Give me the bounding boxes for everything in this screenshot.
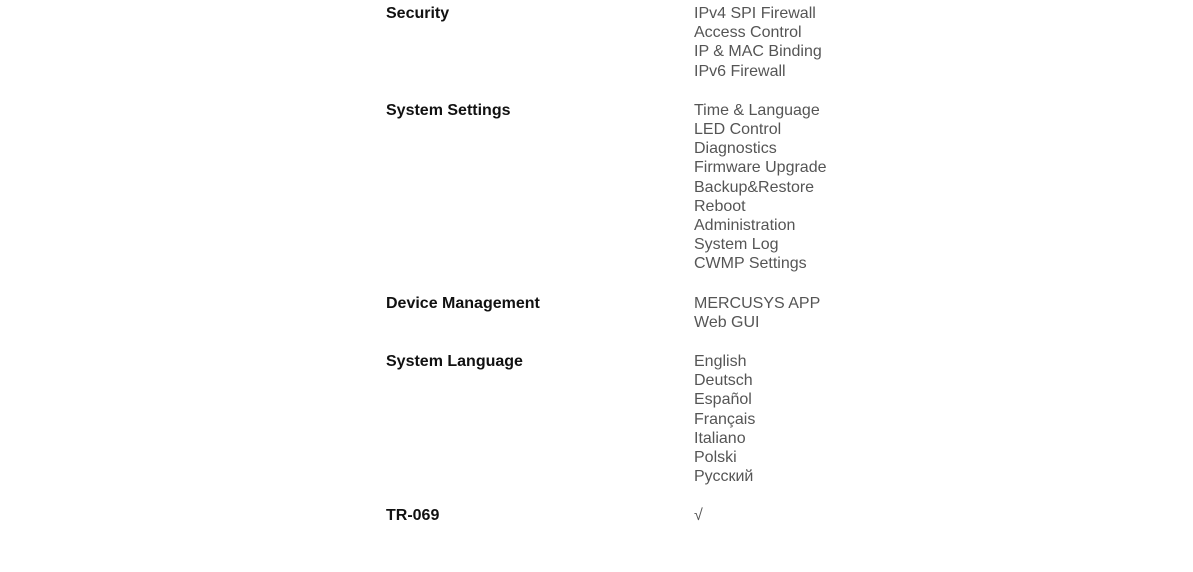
spec-row-tr069 [386,506,906,525]
spec-values [694,294,906,332]
spec-value: English [694,353,747,371]
spec-label: Security [386,5,450,22]
spec-value: Access Control [694,24,802,42]
spec-row-device-management [386,294,906,332]
spec-value: Français [694,410,756,428]
spec-value: Web GUI [694,313,760,331]
spec-value: Firmware Upgrade [694,159,827,177]
spec-values [694,101,906,274]
spec-value: IPv4 SPI Firewall [694,5,816,22]
spec-value: IP & MAC Binding [694,43,822,61]
spec-label: System Settings [386,101,511,119]
spec-values [694,352,906,486]
spec-row-system-settings [386,101,906,274]
spec-value: IPv6 Firewall [694,62,786,80]
spec-value: Time & Language [694,101,820,119]
spec-value: Español [694,391,752,409]
spec-label: Device Management [386,294,540,312]
spec-value: Deutsch [694,372,753,390]
spec-row-security [386,4,906,81]
spec-values [694,4,906,81]
spec-value: Русский [694,468,754,486]
spec-value: System Log [694,236,779,254]
check-mark-icon: √ [694,507,703,525]
spec-label: System Language [386,353,523,371]
spec-values [694,506,906,525]
spec-value: Administration [694,217,796,235]
spec-value: Italiano [694,429,746,447]
spec-row-system-language [386,352,906,486]
spec-value: Reboot [694,197,746,215]
spec-value: Diagnostics [694,140,777,158]
spec-table [386,4,906,526]
spec-label: TR-069 [386,507,440,525]
spec-value: LED Control [694,121,782,139]
spec-value: Backup&Restore [694,178,815,196]
spec-value: CWMP Settings [694,255,807,273]
spec-value: Polski [694,449,737,467]
spec-value: MERCUSYS APP [694,294,821,312]
